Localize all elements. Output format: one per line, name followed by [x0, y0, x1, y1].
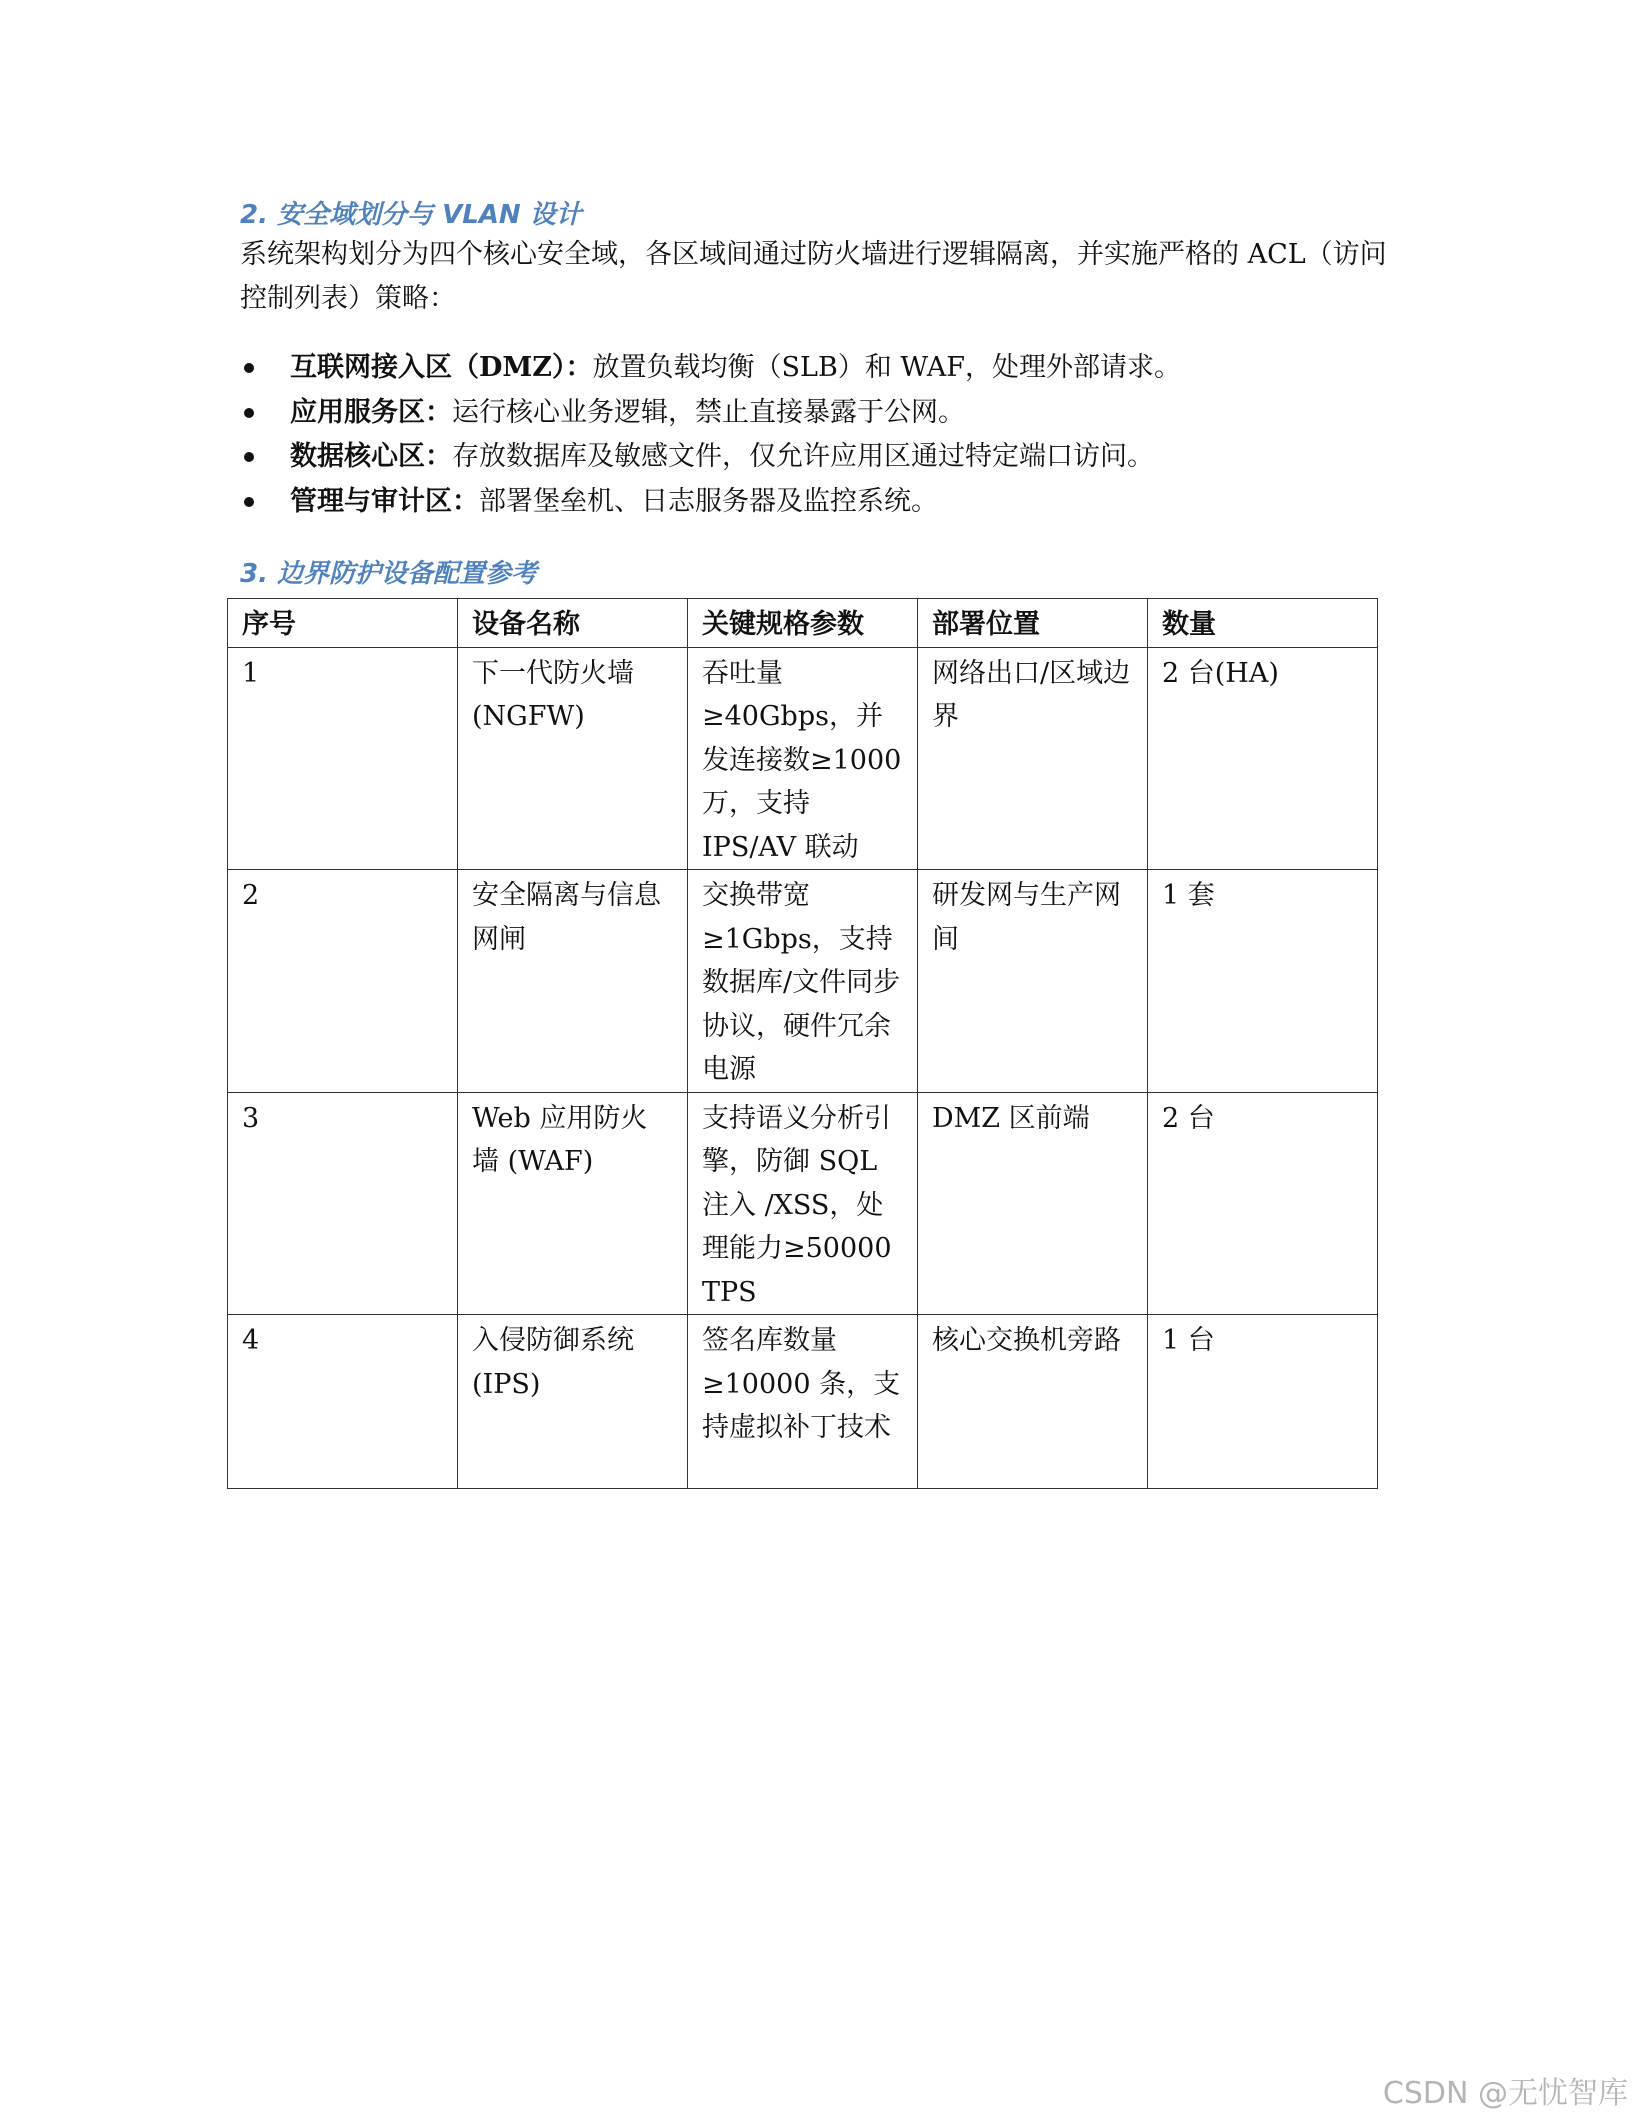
table-cell: 签名库数量 ≥10000 条，支持虚拟补丁技术 — [688, 1315, 918, 1489]
table-cell: 支持语义分析引擎，防御 SQL 注入 /XSS，处理能力≥50000 TPS — [688, 1092, 918, 1315]
table-header-row — [228, 599, 1378, 648]
table-cell: 研发网与生产网间 — [918, 870, 1148, 1093]
section-2-heading: 2. 安全域划分与 VLAN 设计 — [240, 200, 582, 230]
zone-desc: 运行核心业务逻辑，禁止直接暴露于公网。 — [452, 396, 965, 428]
zone-desc: 存放数据库及敏感文件，仅允许应用区通过特定端口访问。 — [452, 441, 1154, 473]
table-cell: 4 — [228, 1315, 458, 1489]
table-cell: 入侵防御系统 (IPS) — [458, 1315, 688, 1489]
table-row — [228, 870, 1378, 1093]
table-row — [228, 1092, 1378, 1315]
table-cell: 核心交换机旁路 — [918, 1315, 1148, 1489]
table-cell: 吞吐量 ≥40Gbps，并发连接数≥1000 万，支持 IPS/AV 联动 — [688, 647, 918, 870]
zone-term: 数据核心区： — [290, 441, 452, 473]
table-cell: 下一代防火墙 (NGFW) — [458, 647, 688, 870]
zone-desc: 部署堡垒机、日志服务器及监控系统。 — [479, 486, 938, 518]
bullet-icon — [244, 363, 254, 373]
table-cell: 2 — [228, 870, 458, 1093]
table-cell: 交换带宽 ≥1Gbps，支持数据库/文件同步协议，硬件冗余电源 — [688, 870, 918, 1093]
bullet-icon — [244, 497, 254, 507]
list-item — [240, 480, 1181, 525]
zone-term: 管理与审计区： — [290, 486, 479, 518]
bullet-icon — [244, 408, 254, 418]
column-header: 数量 — [1148, 599, 1378, 648]
column-header: 关键规格参数 — [688, 599, 918, 648]
zone-desc: 放置负载均衡（SLB）和 WAF，处理外部请求。 — [592, 352, 1182, 383]
watermark: CSDN @无忧智库 — [1382, 2076, 1628, 2111]
zone-list — [240, 346, 1181, 525]
zone-term: 应用服务区： — [290, 396, 452, 428]
table-cell: 网络出口/区域边界 — [918, 647, 1148, 870]
column-header: 序号 — [228, 599, 458, 648]
table-cell: 安全隔离与信息网闸 — [458, 870, 688, 1093]
table-cell: 1 套 — [1148, 870, 1378, 1093]
list-item — [240, 346, 1181, 391]
table-cell: 1 台 — [1148, 1315, 1378, 1489]
table-cell: Web 应用防火墙 (WAF) — [458, 1092, 688, 1315]
table-cell: 2 台 — [1148, 1092, 1378, 1315]
zone-term: 互联网接入区（DMZ）： — [290, 352, 593, 383]
device-table — [227, 598, 1378, 1489]
section-3-heading: 3. 边界防护设备配置参考 — [240, 559, 538, 589]
list-item — [240, 391, 1181, 436]
column-header: 设备名称 — [458, 599, 688, 648]
column-header: 部署位置 — [918, 599, 1148, 648]
bullet-icon — [244, 452, 254, 462]
list-item — [240, 435, 1181, 480]
table-cell: 1 — [228, 647, 458, 870]
table-cell: DMZ 区前端 — [918, 1092, 1148, 1315]
table-cell: 2 台(HA) — [1148, 647, 1378, 870]
table-row — [228, 647, 1378, 870]
section-2-paragraph: 系统架构划分为四个核心安全域，各区域间通过防火墙进行逻辑隔离，并实施严格的 ACL（访问控制列表）策略： — [240, 239, 1387, 314]
table-cell: 3 — [228, 1092, 458, 1315]
table-row — [228, 1315, 1378, 1489]
